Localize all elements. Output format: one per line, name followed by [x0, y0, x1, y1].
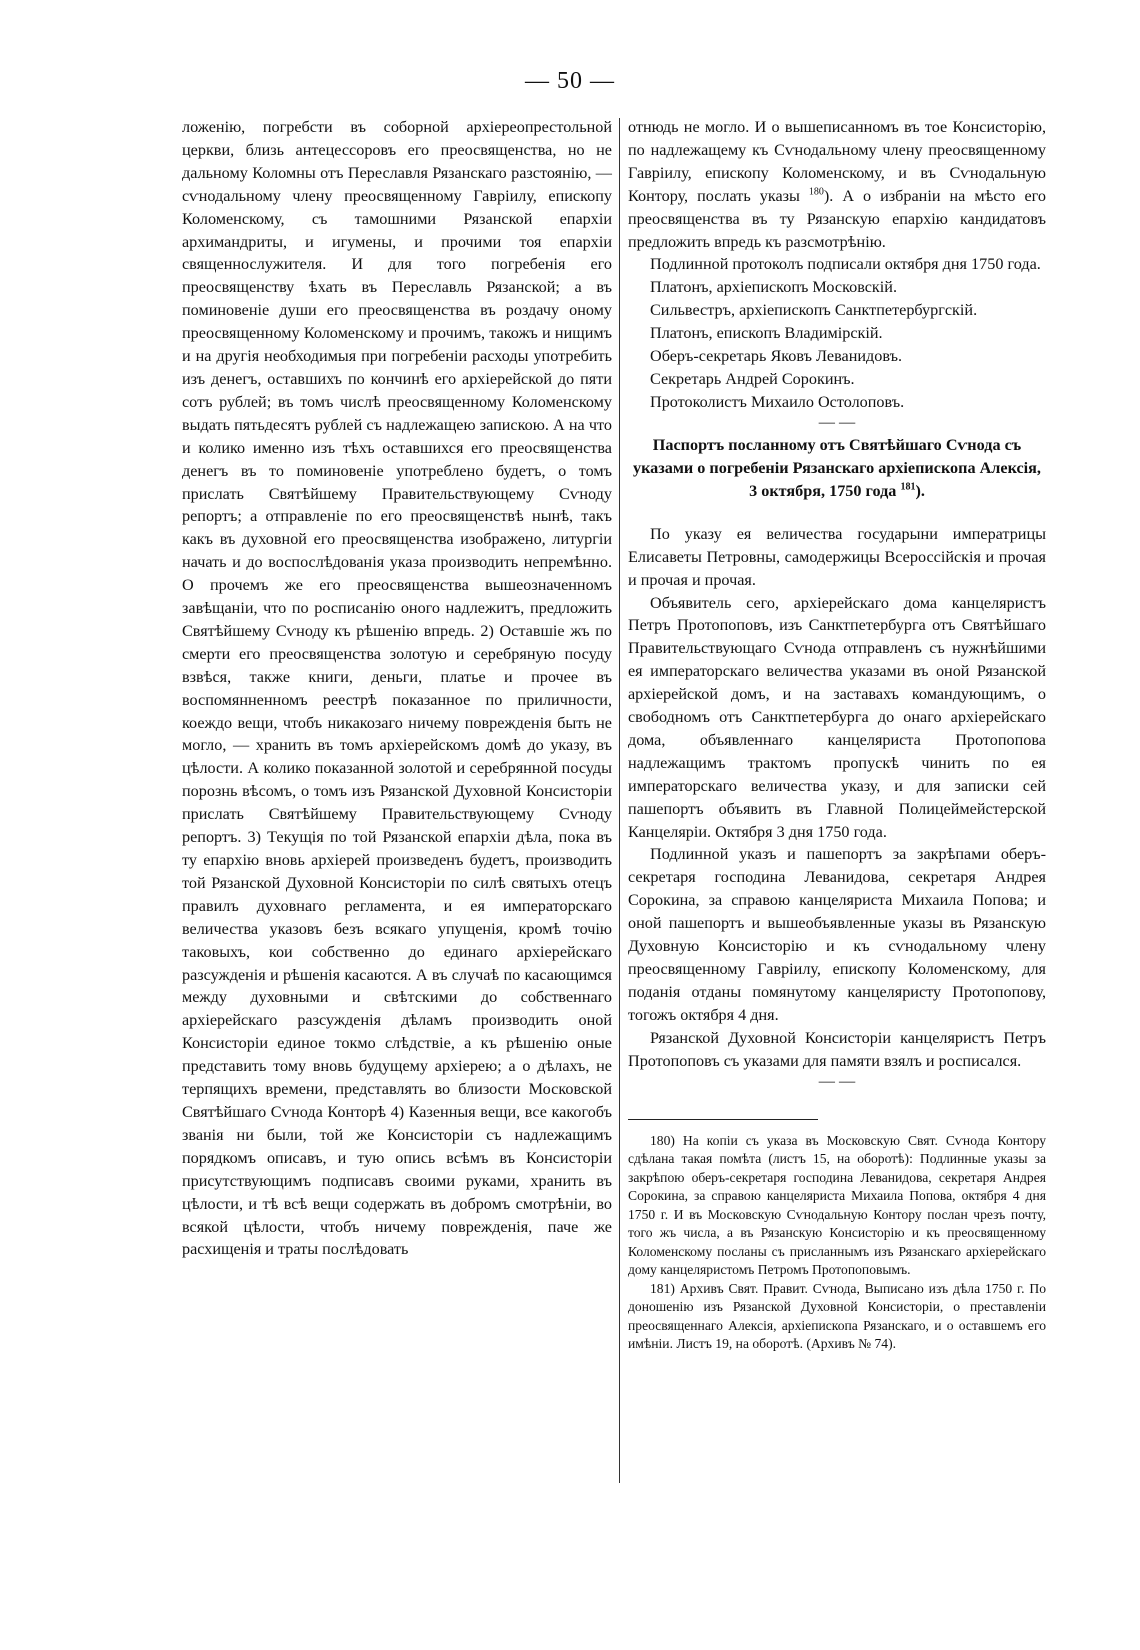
right-para-3: По указу ея величества государыни императрицы Елисаветы Петровны, самодержицы Всероссійскія и прочая и прочая и прочая.: [628, 524, 1046, 589]
signature-line: Платонъ, епископъ Владимірскій.: [650, 324, 883, 343]
right-para-1-text: отнюдь не могло. И о вышеписанномъ въ тое Консисторію, по надлежащему къ Сѵнодальному члену преосвященному Гавріилу, епископу Коломенскому, и въ Сѵнодальную Контору, послать указы: [628, 118, 1046, 205]
right-para-1: [628, 116, 1046, 253]
signature-line: Платонъ, архіепископъ Московскій.: [650, 278, 898, 297]
section-separator: — —: [818, 1071, 856, 1090]
column-divider: [619, 118, 620, 1483]
section-heading-text: Паспортъ посланному отъ Святѣйшаго Сѵнода съ указами о погребеніи Рязанскаго архіепископа Алексія, 3 октября, 1750 года: [633, 435, 1041, 500]
footnote-180: 180) На копіи съ указа въ Московскую Свят. Сѵнода Контору сдѣлана такая помѣта (листъ 15, на оборотѣ): Подлинные указы за закрѣпою оберъ-секретаря господина Леванидова, секретаря Андрея Сорокина, за справою канцеляриста Михаила Попова, октября 4 дня 1750 г. И въ Московскую Сѵнодальную Контору послан чрезъ почту, того жъ числа, а въ Рязанскую Консисторію и къ преосвященному Коломенскому посланы съ присланнымъ изъ Рязанскаго архіерейскаго дому канцеляристомъ Петромъ Протопоповымъ.: [628, 1132, 1046, 1278]
signature-line: Оберъ-секретарь Яковъ Леванидовъ.: [650, 347, 903, 366]
footnote-181: 181) Архивъ Свят. Правит. Сѵнода, Выписано изъ дѣла 1750 г. По доношенію изъ Рязанской Духовной Консисторіи, о преставленіи преосвященнаго Алексія, архіепископа Рязанскаго, и о оставшемъ его имѣніи. Листъ 19, на оборотѣ. (Архивъ № 74).: [628, 1280, 1046, 1352]
left-column-text: ложенію, погребсти въ соборной архіереопрестольной церкви, близь антецессоровъ его преосвященства, но не дальному Коломны отъ Переславля Рязанскаго разстоянію, — сѵнодальному члену преосвященному Гавріилу, епископу Коломенскому, съ тамошними Рязанской епархіи архимандриты, и игумены, и прочими тоя епархіи священнослужителя. И для того погребенія его преосвященству ѣхать въ Переславль Рязанской; а въ поминовеніе души его преосвященства въ роздачу оному преосвященному Коломенскому и прочимъ, такожъ и нищимъ и на другія необходимыя при погребеніи расходы употребить изъ денегъ, оставшихъ по кончинѣ его архіерейской до пяти сотъ рублей; въ томъ числѣ преосвященному Коломенскому выдать пятьдесятъ рублей съ надлежащею запискою. А на что и колико именно изъ тѣхъ оставшихся его преосвященства денегъ въ то поминовеніе употреблено будетъ, о томъ прислать Святѣйшему Правительствующему Сѵноду репортъ; а отправленіе по его преосвященствѣ нынѣ, такъ какъ въ духовной его преосвященства изображено, литургіи начать и до воспослѣдованія указа производить непремѣнно. О прочемъ же его преосвященства вышеозначенномъ завѣщаніи, что по росписанію оного надлежитъ, предложить Святѣйшему Сѵноду къ рѣшенію впредь. 2) Оставшіе жъ по смерти его преосвященства золотую и серебряную посуду взвѣся, также книги, деньги, платье и прочее въ воспомянненномъ реестрѣ показанное по приличности, коеждо вещи, чтобъ никакозаго ничему поврежденія быть не могло, — хранить въ томъ архіерейскомъ домѣ до указу, въ цѣлости. А колико показанной золотой и серебрянной посуды порознь вѣсомъ, о томъ изъ Рязанской Духовной Консисторіи прислать Святѣйшему Правительствующему Сѵноду репортъ. 3) Текущія по той Рязанской епархіи дѣла, пока въ ту епархію вновь архіерей произведенъ будетъ, производить той Рязанской Духовной Консисторіи по силѣ святыхъ отецъ правилъ духовнаго регламента, и ея императорскаго величества указовъ безъ всякаго упущенія, кромѣ точію таковыхъ, кои собственно до единаго архіерейскаго разсужденія и рѣшенія касаются. А въ случаѣ по касающимся между духовными и свѣтскими до собственнаго архіерейскаго разсужденія дѣламъ производить оной Консисторіи единое токмо слѣдствіе, а къ рѣшенію оные представить тому вновь будущему архіерею; а о дѣлахъ, не терпящихъ времени, представлять во близости Московской Святѣйшаго Сѵнода Конторѣ 4) Казенныя вещи, все какогобъ званія ни были, той же Консисторіи съ надлежащимъ порядкомъ описавъ, и тую опись всѣмъ въ Консисторіи присутствующимъ подписавъ своими руками, хранить въ цѣлости, и тѣ всѣ вещи содержать въ добромъ смотрѣніи, во всякой цѣлости, чтобъ ничему поврежденія, паче же расхищенія и траты послѣдовать: [182, 118, 612, 1259]
right-para-1-tail: ). А о избраніи на мѣсто его преосвященства въ ту Рязанскую епархію кандидатовъ предложить впредь къ разсмотрѣнію.: [628, 186, 1047, 251]
section-heading: [628, 434, 1046, 503]
section-separator: — —: [818, 412, 856, 431]
footnote-rule: [628, 1119, 818, 1120]
footnote-ref-181: 181: [900, 481, 916, 493]
signature-line: Секретарь Андрей Сорокинъ.: [650, 369, 855, 388]
right-para-2: Подлинной протоколъ подписали октября дня 1750 года.: [650, 255, 1041, 274]
footnote-ref-180: 180: [808, 186, 824, 198]
section-heading-tail: ).: [915, 481, 925, 500]
left-column: [182, 116, 612, 1261]
signature-line: Сильвестръ, архіепископъ Санктпетербургскій.: [650, 301, 978, 320]
right-column: [628, 116, 1046, 1354]
right-para-5: Подлинной указъ и пашепортъ за закрѣпами оберъ-секретаря господина Леванидова, секретаря Андрея Сорокина, за справою канцеляриста Михаила Попова; и оной пашепортъ и вышеобъявленные указы въ Рязанскую Духовную Консисторію и къ сѵнодальному члену преосвященному Гавріилу, епископу Коломенскому, для поданія отданы помянутому канцеляристу Протопопову, тогожъ октября 4 дня.: [628, 845, 1046, 1024]
right-para-4: Объявитель сего, архіерейскаго дома канцеляристъ Петръ Протопоповъ, изъ Санктпетербурга отъ Святѣйшаго Правительствующаго Сѵнода отправленъ съ нужнѣйшими ея императорскаго величества указами въ оной Рязанской архіерейской домъ, и на заставахъ командующимъ, о свободномъ отъ Санктпетербурга до онаго архіерейскаго дома, объявленнаго канцеляриста Протопопова надлежащимъ трактомъ пропускѣ чинить по ея императорскаго величества указу, и для записки сей пашепортъ объявить въ Главной Полицеймейстерской Канцеляріи. Октября 3 дня 1750 года.: [628, 593, 1046, 841]
right-para-6: Рязанской Духовной Консисторіи канцеляристъ Петръ Протопоповъ съ указами для памяти взялъ и росписался.: [628, 1028, 1046, 1070]
page-number: — 50 —: [525, 68, 615, 94]
signature-line: Протоколистъ Михаило Остолоповъ.: [650, 392, 905, 411]
